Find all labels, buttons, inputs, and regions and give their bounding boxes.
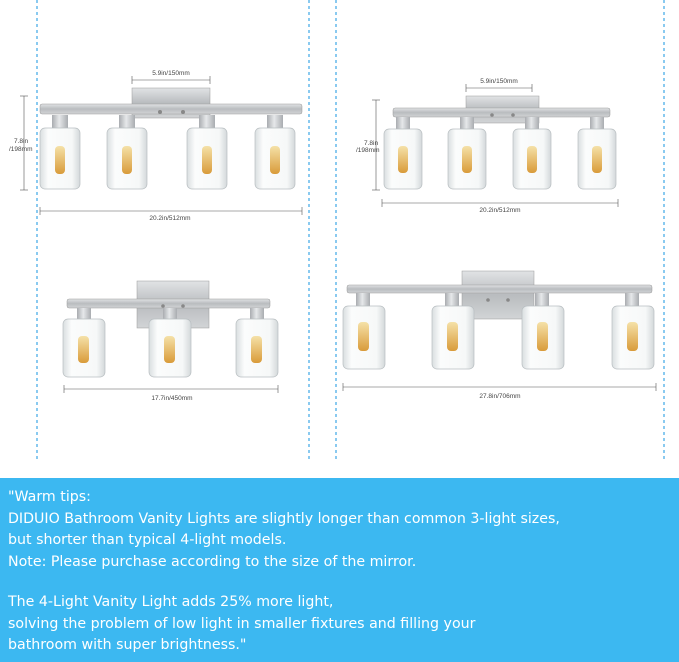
lamp-shade — [255, 115, 295, 189]
fixture-3light-front — [63, 281, 278, 402]
lamp-shade — [578, 117, 616, 189]
lamp-shade — [448, 117, 486, 189]
total-width-label: 27.8in/706mm — [479, 393, 521, 400]
lamp-shade — [384, 117, 422, 189]
total-width-label: 20.2in/512mm — [479, 207, 521, 214]
warm-tips — [8, 487, 560, 573]
total-width-label: 17.7in/450mm — [151, 395, 193, 402]
description-line: bathroom with super brightness." — [8, 637, 247, 653]
tips-line: DIDUIO Bathroom Vanity Lights are slightly longer than common 3-light sizes, — [8, 510, 560, 527]
total-width-label: 20.2in/512mm — [149, 215, 191, 222]
lamp-shade — [63, 308, 105, 377]
lamp-shade — [513, 117, 551, 189]
tips-line: Note: Please purchase according to the size of the mirror. — [8, 553, 417, 570]
fixture-4light-wide — [343, 271, 656, 400]
tips-line: "Warm tips: — [8, 489, 91, 505]
description-line: solving the problem of low light in smaller fixtures and filling your — [8, 615, 476, 632]
lamp-shade — [187, 115, 227, 189]
lamp-shade — [612, 293, 654, 369]
height-label: 7.8in — [364, 140, 379, 147]
description-line: The 4-Light Vanity Light adds 25% more light, — [8, 594, 334, 610]
tips-line: but shorter than typical 4-light models. — [8, 532, 287, 548]
panel-dividers — [37, 0, 664, 460]
height-label-mm: /198mm — [356, 147, 380, 154]
mount-width-label: 5.9in/150mm — [152, 70, 190, 77]
info-banner — [0, 478, 679, 662]
product-description — [8, 592, 475, 657]
lamp-shade — [236, 308, 278, 377]
fixture-4light-front — [9, 70, 302, 222]
lamp-shade — [107, 115, 147, 189]
lamp-shade — [343, 293, 385, 369]
height-label: 7.8in — [14, 138, 29, 145]
fixture-4light-front-alt — [356, 78, 618, 214]
height-label-mm: /198mm — [9, 146, 33, 153]
mount-width-label: 5.9in/150mm — [480, 78, 518, 85]
lamp-shade — [40, 115, 80, 189]
